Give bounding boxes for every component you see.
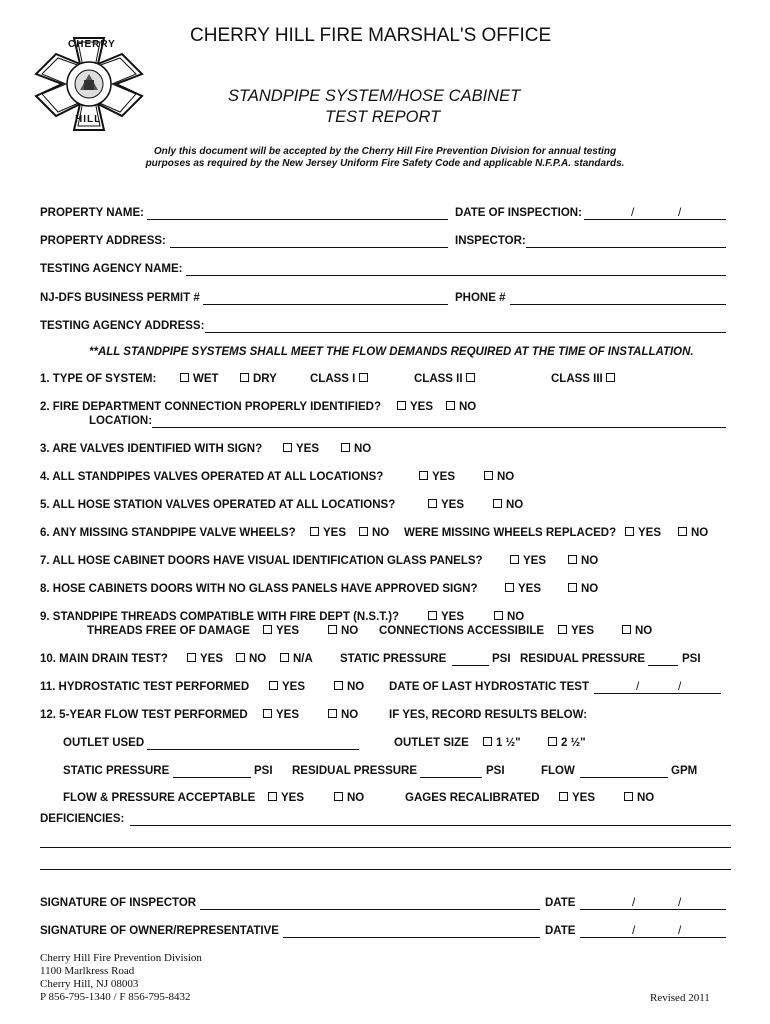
deficiencies-field[interactable]	[130, 825, 731, 826]
checkbox-icon[interactable]	[419, 471, 428, 480]
q10-static-field[interactable]	[452, 665, 489, 666]
gages-label: GAGES RECALIBRATED	[405, 792, 540, 804]
flow-label: FLOW	[541, 765, 575, 777]
checkbox-icon[interactable]	[280, 653, 289, 662]
q10-static-label: STATIC PRESSURE	[340, 653, 447, 665]
static-pressure-field[interactable]	[173, 777, 251, 778]
inspector-date-label: DATE	[545, 897, 576, 909]
date-slash: /	[632, 895, 636, 909]
class-iii-option[interactable]: CLASS III	[551, 373, 619, 385]
checkbox-icon[interactable]	[446, 401, 455, 410]
q10-residual-label: RESIDUAL PRESSURE	[520, 653, 646, 665]
q3-no[interactable]: NO	[341, 443, 371, 455]
form-subtitle-1: STANDPIPE SYSTEM/HOSE CABINET	[228, 87, 521, 105]
footer-line: P 856-795-1340 / F 856-795-8432	[40, 991, 191, 1003]
owner-date-field[interactable]	[580, 937, 726, 938]
checkbox-icon[interactable]	[236, 653, 245, 662]
q10-no[interactable]: NO	[236, 653, 266, 665]
checkbox-icon[interactable]	[505, 583, 514, 592]
flow-acceptable-label: FLOW & PRESSURE ACCEPTABLE	[63, 792, 256, 804]
owner-signature-label: SIGNATURE OF OWNER/REPRESENTATIVE	[40, 925, 279, 937]
q4-yes[interactable]: YES	[419, 471, 455, 483]
inspector-signature-field[interactable]	[200, 909, 540, 910]
testing-agency-address-label: TESTING AGENCY ADDRESS:	[40, 320, 205, 332]
checkbox-icon[interactable]	[359, 373, 368, 382]
logo-bottom-text: HILL	[75, 114, 102, 125]
form-subtitle-2: TEST REPORT	[325, 108, 441, 126]
q2-label: 2. FIRE DEPARTMENT CONNECTION PROPERLY IDENTIFIED?	[40, 401, 381, 413]
q12-no[interactable]: NO	[328, 709, 358, 721]
q10-label: 10. MAIN DRAIN TEST?	[40, 653, 168, 665]
footer-line: Cherry Hill Fire Prevention Division	[40, 952, 202, 964]
q6-yes[interactable]: YES	[310, 527, 346, 539]
date-slash: /	[632, 923, 636, 937]
outlet-used-field[interactable]	[147, 749, 359, 750]
static-psi: PSI	[254, 765, 273, 777]
q12-label: 12. 5-YEAR FLOW TEST PERFORMED	[40, 709, 248, 721]
q9b-label: THREADS FREE OF DAMAGE	[87, 625, 250, 637]
checkbox-icon[interactable]	[428, 499, 437, 508]
checkbox-icon[interactable]	[625, 527, 634, 536]
q7-no[interactable]: NO	[568, 555, 598, 567]
q6-no[interactable]: NO	[359, 527, 389, 539]
date-slash: /	[631, 205, 635, 219]
q6-label: 6. ANY MISSING STANDPIPE VALVE WHEELS?	[40, 527, 296, 539]
date-slash: /	[678, 895, 682, 909]
q9c-no[interactable]: NO	[622, 625, 652, 637]
q3-yes[interactable]: YES	[283, 443, 319, 455]
header-note-2: purposes as required by the New Jersey Uniform Fire Safety Code and applicable N.F.P.A. standards.	[145, 158, 625, 169]
testing-agency-address-field[interactable]	[205, 332, 726, 333]
q11-date-label: DATE OF LAST HYDROSTATIC TEST	[389, 681, 589, 693]
date-of-inspection-field[interactable]	[584, 219, 726, 220]
date-slash: /	[636, 679, 640, 693]
q5-label: 5. ALL HOSE STATION VALVES OPERATED AT ALL LOCATIONS?	[40, 499, 396, 511]
footer-line: Cherry Hill, NJ 08003	[40, 978, 139, 990]
q9-no[interactable]: NO	[494, 611, 524, 623]
checkbox-icon[interactable]	[334, 681, 343, 690]
inspector-signature-label: SIGNATURE OF INSPECTOR	[40, 897, 197, 909]
static-pressure-label: STATIC PRESSURE	[63, 765, 170, 777]
business-permit-field[interactable]	[203, 304, 448, 305]
phone-label: PHONE #	[455, 292, 506, 304]
gages-no[interactable]: NO	[624, 792, 654, 804]
checkbox-icon[interactable]	[624, 792, 633, 801]
property-name-field[interactable]	[147, 219, 448, 220]
residual-pressure-label: RESIDUAL PRESSURE	[292, 765, 418, 777]
property-address-field[interactable]	[170, 247, 448, 248]
checkbox-icon[interactable]	[334, 792, 343, 801]
gages-yes[interactable]: YES	[559, 792, 595, 804]
q12-record-label: IF YES, RECORD RESULTS BELOW:	[389, 709, 588, 721]
flow-demand-notice: **ALL STANDPIPE SYSTEMS SHALL MEET THE FLOW DEMANDS REQUIRED AT THE TIME OF INSTALLATION.	[89, 346, 694, 358]
date-of-inspection-label: DATE OF INSPECTION:	[455, 207, 582, 219]
testing-agency-name-field[interactable]	[186, 275, 726, 276]
footer-address	[40, 952, 202, 1004]
class-i-option[interactable]: CLASS I	[310, 373, 372, 385]
deficiencies-label: DEFICIENCIES:	[40, 813, 125, 825]
checkbox-icon[interactable]	[428, 611, 437, 620]
checkbox-icon[interactable]	[328, 625, 337, 634]
checkbox-icon[interactable]	[466, 373, 475, 382]
checkbox-icon[interactable]	[283, 443, 292, 452]
checkbox-icon[interactable]	[310, 527, 319, 536]
checkbox-icon[interactable]	[483, 737, 492, 746]
q7-yes[interactable]: YES	[510, 555, 546, 567]
checkbox-icon[interactable]	[263, 625, 272, 634]
testing-agency-name-label: TESTING AGENCY NAME:	[40, 263, 183, 275]
q11-date-field[interactable]	[594, 693, 721, 694]
flow-acceptable-yes[interactable]: YES	[268, 792, 304, 804]
revised-date: Revised 2011	[650, 992, 710, 1004]
property-name-label: PROPERTY NAME:	[40, 207, 144, 219]
checkbox-icon[interactable]	[269, 681, 278, 690]
q11-yes[interactable]: YES	[269, 681, 305, 693]
q4-label: 4. ALL STANDPIPES VALVES OPERATED AT ALL LOCATIONS?	[40, 471, 384, 483]
q2-location-field[interactable]	[152, 427, 726, 428]
checkbox-icon[interactable]	[622, 625, 631, 634]
owner-signature-field[interactable]	[283, 937, 540, 938]
q8-no[interactable]: NO	[568, 583, 598, 595]
q10-psi-2: PSI	[682, 653, 701, 665]
flow-field[interactable]	[580, 777, 668, 778]
checkbox-icon[interactable]	[559, 792, 568, 801]
page-title: CHERRY HILL FIRE MARSHAL'S OFFICE	[190, 25, 552, 46]
q9c-yes[interactable]: YES	[558, 625, 594, 637]
checkbox-icon[interactable]	[180, 373, 189, 382]
outlet-used-label: OUTLET USED	[63, 737, 145, 749]
q7-label: 7. ALL HOSE CABINET DOORS HAVE VISUAL IDENTIFICATION GLASS PANELS?	[40, 555, 483, 567]
q6b-yes[interactable]: YES	[625, 527, 661, 539]
checkbox-icon[interactable]	[548, 737, 557, 746]
checkbox-icon[interactable]	[328, 709, 337, 718]
q12-yes[interactable]: YES	[263, 709, 299, 721]
property-address-label: PROPERTY ADDRESS:	[40, 235, 166, 247]
dry-option[interactable]: DRY	[240, 373, 277, 385]
residual-psi: PSI	[486, 765, 505, 777]
checkbox-icon[interactable]	[484, 471, 493, 480]
inspector-date-field[interactable]	[580, 909, 726, 910]
q9b-yes[interactable]: YES	[263, 625, 299, 637]
q8-label: 8. HOSE CABINETS DOORS WITH NO GLASS PANELS HAVE APPROVED SIGN?	[40, 583, 478, 595]
checkbox-icon[interactable]	[494, 611, 503, 620]
q6b-label: WERE MISSING WHEELS REPLACED?	[404, 527, 617, 539]
checkbox-icon[interactable]	[606, 373, 615, 382]
checkbox-icon[interactable]	[558, 625, 567, 634]
checkbox-icon[interactable]	[240, 373, 249, 382]
checkbox-icon[interactable]	[510, 555, 519, 564]
checkbox-icon[interactable]	[268, 792, 277, 801]
q2-location-label: LOCATION:	[89, 415, 153, 427]
outlet-size-label: OUTLET SIZE	[394, 737, 469, 749]
q10-yes[interactable]: YES	[187, 653, 223, 665]
q10-psi-1: PSI	[492, 653, 511, 665]
q9-label: 9. STANDPIPE THREADS COMPATIBLE WITH FIRE DEPT (N.S.T.)?	[40, 611, 400, 623]
date-slash: /	[678, 923, 682, 937]
flow-acceptable-no[interactable]: NO	[334, 792, 364, 804]
gpm-label: GPM	[671, 765, 698, 777]
q10-na[interactable]: N/A	[280, 653, 313, 665]
checkbox-icon[interactable]	[493, 499, 502, 508]
checkbox-icon[interactable]	[359, 527, 368, 536]
deficiencies-field[interactable]	[40, 869, 731, 870]
q11-label: 11. HYDROSTATIC TEST PERFORMED	[40, 681, 250, 693]
q10-residual-field[interactable]	[648, 665, 678, 666]
checkbox-icon[interactable]	[263, 709, 272, 718]
fire-marshal-logo	[30, 34, 148, 134]
footer-line: 1100 Marlkress Road	[40, 965, 135, 977]
q2-no[interactable]: NO	[446, 401, 476, 413]
checkbox-icon[interactable]	[568, 555, 577, 564]
wet-option[interactable]: WET	[180, 373, 219, 385]
owner-date-label: DATE	[545, 925, 576, 937]
residual-pressure-field[interactable]	[420, 777, 482, 778]
q6b-no[interactable]: NO	[678, 527, 708, 539]
date-slash: /	[678, 205, 682, 219]
checkbox-icon[interactable]	[341, 443, 350, 452]
q9-yes[interactable]: YES	[428, 611, 464, 623]
checkbox-icon[interactable]	[397, 401, 406, 410]
q3-label: 3. ARE VALVES IDENTIFIED WITH SIGN?	[40, 443, 263, 455]
checkbox-icon[interactable]	[678, 527, 687, 536]
inspector-label: INSPECTOR:	[455, 235, 526, 247]
deficiencies-field[interactable]	[40, 847, 731, 848]
outlet-size-2-option[interactable]: 2 ½"	[548, 737, 586, 749]
checkbox-icon[interactable]	[187, 653, 196, 662]
inspector-field[interactable]	[526, 247, 726, 248]
q9c-label: CONNECTIONS ACCESSIBILE	[379, 625, 545, 637]
checkbox-icon[interactable]	[568, 583, 577, 592]
q8-yes[interactable]: YES	[505, 583, 541, 595]
q5-no[interactable]: NO	[493, 499, 523, 511]
phone-field[interactable]	[510, 304, 726, 305]
date-slash: /	[678, 679, 682, 693]
q9b-no[interactable]: NO	[328, 625, 358, 637]
header-note-1: Only this document will be accepted by the Cherry Hill Fire Prevention Division for annual testing	[153, 146, 617, 157]
business-permit-label: NJ-DFS BUSINESS PERMIT #	[40, 292, 200, 304]
logo-top-text: CHERRY	[68, 39, 116, 50]
outlet-size-1-option[interactable]: 1 ½"	[483, 737, 521, 749]
q2-yes[interactable]: YES	[397, 401, 433, 413]
q11-no[interactable]: NO	[334, 681, 364, 693]
q4-no[interactable]: NO	[484, 471, 514, 483]
q1-label: 1. TYPE OF SYSTEM:	[40, 373, 157, 385]
class-ii-option[interactable]: CLASS II	[414, 373, 479, 385]
q5-yes[interactable]: YES	[428, 499, 464, 511]
